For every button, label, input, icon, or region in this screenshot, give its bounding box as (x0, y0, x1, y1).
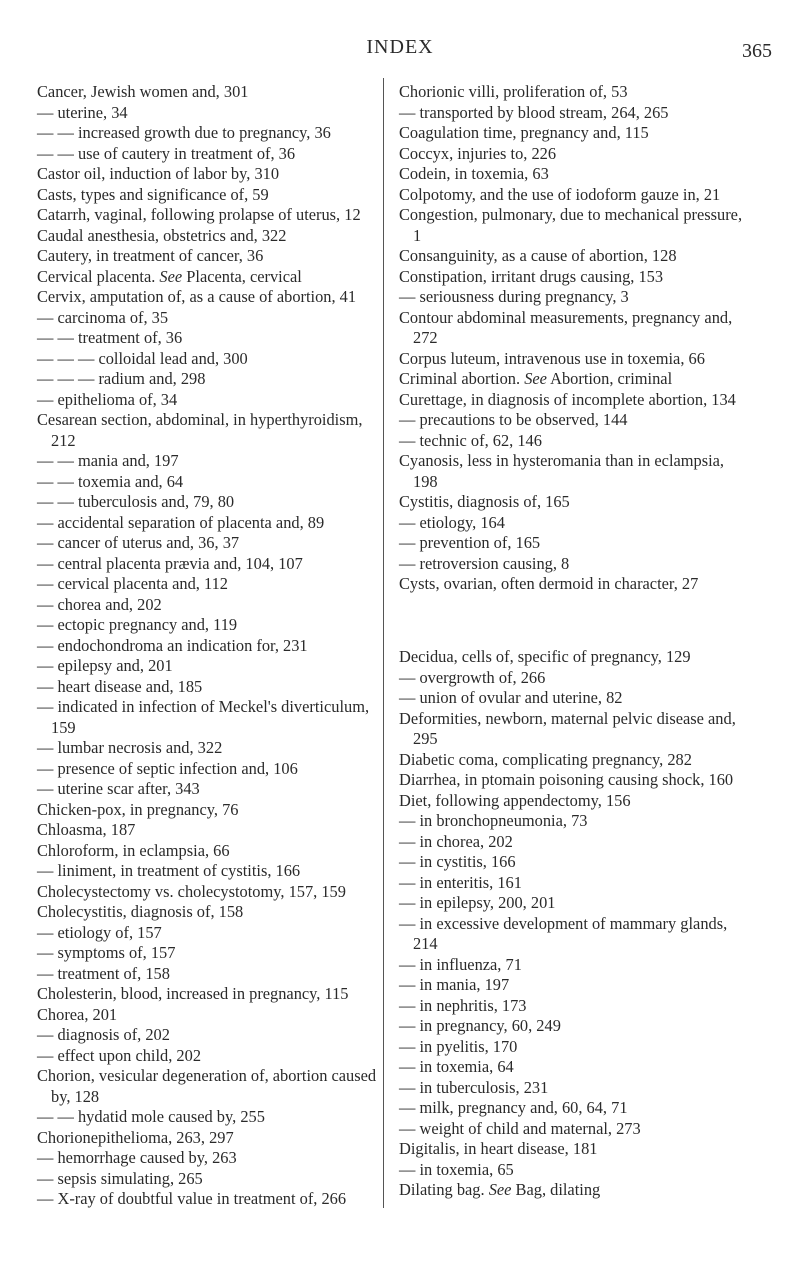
index-entry: — presence of septic infection and, 106 (37, 758, 298, 778)
index-entry: Cholecystectomy vs. cholecystotomy, 157, 159 (37, 881, 346, 901)
index-entry: Cervical placenta. See Placenta, cervical (37, 266, 302, 286)
index-entry: — overgrowth of, 266 (399, 667, 546, 687)
index-entry: — endochondroma an indication for, 231 (37, 635, 308, 655)
index-entry: Castor oil, induction of labor by, 310 (37, 164, 280, 183)
index-entry: Congestion, pulmonary, due to mechanical pressure, 1 (399, 205, 743, 245)
index-entry: Contour abdominal measurements, pregnancy and, 272 (399, 307, 733, 347)
index-entry: — — — radium and, 298 (37, 369, 206, 388)
index-entry: — symptoms of, 157 (37, 943, 176, 962)
index-entry: Cancer, Jewish women and, 301 (37, 82, 249, 101)
index-entry: — in nephritis, 173 (399, 995, 527, 1015)
index-entry: Diarrhea, in ptomain poisoning causing shock, 160 (399, 770, 734, 790)
index-entry: — milk, pregnancy and, 60, 64, 71 (399, 1098, 628, 1118)
page-number: 365 (742, 40, 772, 62)
index-entry: Chorionic villi, proliferation of, 53 (399, 82, 628, 101)
index-entry: — seriousness during pregnancy, 3 (399, 287, 629, 306)
index-entry: — — use of cautery in treatment of, 36 (37, 143, 296, 163)
index-entry: — heart disease and, 185 (37, 676, 203, 696)
index-entry: — — mania and, 197 (37, 451, 179, 470)
index-entry: Catarrh, vaginal, following prolapse of uterus, 12 (37, 205, 361, 224)
index-entry: Diet, following appendectomy, 156 (399, 790, 631, 810)
index-entry: Coagulation time, pregnancy and, 115 (399, 123, 649, 142)
page-title: INDEX (366, 36, 434, 58)
index-entry: — accidental separation of placenta and, 89 (37, 512, 325, 532)
index-entry: — — hydatid mole caused by, 255 (37, 1107, 265, 1126)
section-gap (399, 611, 744, 631)
index-entry: — prevention of, 165 (399, 533, 541, 552)
index-entry: — epithelioma of, 34 (37, 389, 178, 409)
index-entry: Cholecystitis, diagnosis of, 158 (37, 902, 244, 921)
index-entry: — retroversion causing, 8 (399, 553, 570, 573)
see-reference: See (524, 369, 547, 388)
index-entry: — uterine scar after, 343 (37, 779, 200, 798)
index-entry: — X-ray of doubtful value in treatment of, 266 (37, 1189, 347, 1208)
index-entry: Casts, types and significance of, 59 (37, 184, 269, 204)
column-divider (383, 78, 384, 1208)
index-entry: — technic of, 62, 146 (399, 430, 542, 450)
index-entry: Colpotomy, and the use of iodoform gauze in, 21 (399, 184, 721, 204)
index-entry: — in pregnancy, 60, 249 (399, 1016, 561, 1036)
index-entry: Cesarean section, abdominal, in hyperthyroidism, 212 (37, 410, 363, 450)
index-entry: Cholesterin, blood, increased in pregnancy, 115 (37, 984, 349, 1003)
index-entry: Deformities, newborn, maternal pelvic disease and, 295 (399, 708, 736, 749)
index-entry: — cancer of uterus and, 36, 37 (37, 533, 240, 552)
index-entry: — hemorrhage caused by, 263 (37, 1148, 237, 1167)
index-entry: — in excessive development of mammary glands, 214 (399, 913, 728, 954)
index-entry: — etiology of, 157 (37, 922, 162, 942)
index-entry: Chorea, 201 (37, 1004, 118, 1024)
index-entry: — in epilepsy, 200, 201 (399, 893, 556, 913)
index-entry: — liniment, in treatment of cystitis, 166 (37, 861, 301, 880)
index-entry: — — — colloidal lead and, 300 (37, 348, 248, 368)
index-entry: Decidua, cells of, specific of pregnancy, 129 (399, 647, 691, 667)
index-entry: Chloasma, 187 (37, 820, 136, 839)
index-entry: Cautery, in treatment of cancer, 36 (37, 246, 264, 265)
index-entry: — uterine, 34 (37, 102, 128, 122)
index-entry: — — treatment of, 36 (37, 328, 183, 347)
index-entry: — indicated in infection of Meckel's diverticulum, 159 (37, 697, 370, 737)
index-entry: — central placenta prævia and, 104, 107 (37, 553, 303, 573)
index-entry: Cervix, amputation of, as a cause of abortion, 41 (37, 287, 357, 306)
index-entry: — epilepsy and, 201 (37, 656, 173, 675)
see-reference: See (488, 1180, 512, 1200)
index-entry: Criminal abortion. See Abortion, criminal (399, 369, 673, 388)
index-entry: — in tuberculosis, 231 (399, 1077, 549, 1097)
index-entry: Digitalis, in heart disease, 181 (399, 1139, 598, 1159)
index-entry: — ectopic pregnancy and, 119 (37, 615, 238, 634)
index-entry: Cystitis, diagnosis of, 165 (399, 492, 570, 511)
index-entry: Coccyx, injuries to, 226 (399, 143, 557, 163)
index-column-left (37, 82, 382, 1210)
index-entry: — in cystitis, 166 (399, 852, 516, 872)
index-entry: — transported by blood stream, 264, 265 (399, 102, 669, 122)
index-entry: Caudal anesthesia, obstetrics and, 322 (37, 225, 287, 245)
index-entry: — etiology, 164 (399, 512, 505, 532)
index-entry: — in chorea, 202 (399, 831, 513, 851)
index-entry: — in influenza, 71 (399, 954, 522, 974)
index-entry: Chloroform, in eclampsia, 66 (37, 840, 230, 860)
index-entry: — in toxemia, 64 (399, 1057, 514, 1077)
index-entry: — — tuberculosis and, 79, 80 (37, 492, 235, 511)
index-entry: Consanguinity, as a cause of abortion, 128 (399, 246, 677, 265)
index-entry: — in enteritis, 161 (399, 872, 522, 892)
index-entry: — — toxemia and, 64 (37, 471, 184, 491)
index-entry: — carcinoma of, 35 (37, 307, 169, 327)
index-entry: — diagnosis of, 202 (37, 1025, 170, 1044)
see-reference: See (159, 266, 183, 286)
index-entry: Codein, in toxemia, 63 (399, 164, 549, 183)
index-entry: Diabetic coma, complicating pregnancy, 282 (399, 749, 692, 769)
index-entry: — weight of child and maternal, 273 (399, 1118, 641, 1138)
index-column-right (399, 82, 744, 1201)
index-entry: — lumbar necrosis and, 322 (37, 738, 223, 757)
index-entry: Cyanosis, less in hysteromania than in eclampsia, 198 (399, 451, 725, 491)
index-entry: — — increased growth due to pregnancy, 36 (37, 123, 331, 142)
index-entry: — in toxemia, 65 (399, 1159, 514, 1179)
index-entry: — effect upon child, 202 (37, 1045, 202, 1065)
index-entry: — treatment of, 158 (37, 963, 170, 983)
index-entry: Curettage, in diagnosis of incomplete abortion, 134 (399, 389, 736, 409)
index-entry: Constipation, irritant drugs causing, 153 (399, 266, 664, 286)
index-entry: Chorionepithelioma, 263, 297 (37, 1127, 234, 1147)
page-header (0, 36, 800, 66)
index-entry: Chorion, vesicular degeneration of, abortion caused by, 128 (37, 1066, 377, 1106)
index-entry: — chorea and, 202 (37, 594, 162, 614)
index-entry: — precautions to be observed, 144 (399, 410, 628, 429)
index-entry: Corpus luteum, intravenous use in toxemia, 66 (399, 348, 705, 368)
index-entry: — union of ovular and uterine, 82 (399, 688, 623, 708)
index-entry: — in pyelitis, 170 (399, 1036, 518, 1056)
index-entry: Chicken-pox, in pregnancy, 76 (37, 799, 239, 819)
index-entry: — in bronchopneumonia, 73 (399, 811, 588, 831)
index-entry: Cysts, ovarian, often dermoid in character, 27 (399, 574, 699, 593)
index-entry: — sepsis simulating, 265 (37, 1168, 203, 1188)
index-entry: — in mania, 197 (399, 975, 510, 995)
index-entry: — cervical placenta and, 112 (37, 574, 228, 593)
index-entry: Dilating bag. See Bag, dilating (399, 1180, 601, 1200)
